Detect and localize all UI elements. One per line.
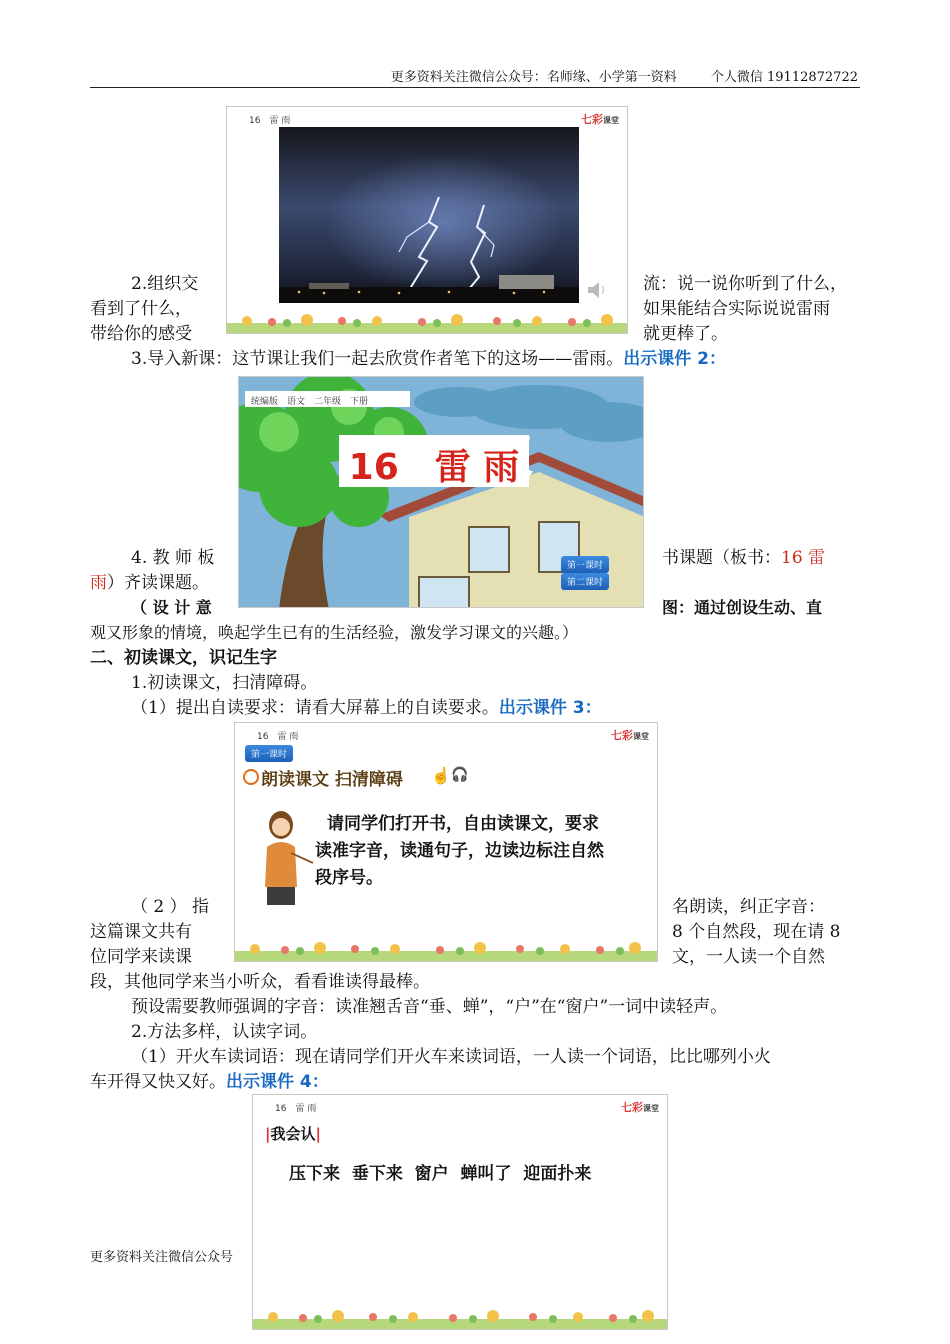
step-2-left: （ 2 ） 指 [131,897,210,917]
design-intent-cont: 观又形象的情境，唤起学生已有的生活经验，激发学习课文的兴趣。） [90,623,579,642]
para-2-right: 流：说一说你听到了什么， [643,274,847,294]
headphone-icon: 🎧 [451,767,469,783]
para-2-left: 2.组织交 [131,274,199,294]
speaker-icon[interactable] [585,279,607,301]
reading-heading: 朗读课文 扫清障碍 [261,770,403,790]
para-4-right: 书课题（板书：16 雷 [662,548,826,568]
slide-lightning [226,106,628,334]
first-period-button[interactable]: 第一课时 [561,556,609,573]
courseware-4-tag: 出示课件 4： [226,1072,329,1092]
step-2c-right: 文，一人读一个自然 [672,947,825,967]
step-2b-right: 8 个自然段，现在请 8 [672,922,841,942]
para-3: 3.导入新课：这节课让我们一起去欣赏作者笔下的这场——雷雨。出示课件 2： [131,349,726,369]
page-footer: 更多资料关注微信公众号 [90,1250,234,1265]
para-2c-left: 带给你的感受 [90,324,192,344]
step-3b: 车开得又快又好。出示课件 4： [90,1072,329,1092]
qicai-logo: 七彩课堂 [621,1101,659,1114]
design-intent-right: 图：通过创设生动、直 [662,598,823,617]
pronunciation-note: 预设需要教师强调的字音：读准翘舌音“垂、蝉”，“户”在“窗户”一词中读轻声。 [131,997,728,1017]
step-2c-left: 位同学来读课 [90,947,192,967]
qicai-logo: 七彩课堂 [581,113,619,126]
second-period-button[interactable]: 第二课时 [561,573,609,590]
para-4-left: 4. 教 师 板 [131,548,215,568]
para-2c-right: 就更棒了。 [643,324,728,344]
slide-title-cover [238,376,644,608]
first-period-tab[interactable]: 第一课时 [245,745,293,762]
qicai-logo: 七彩课堂 [611,729,649,742]
step-1a: （1）提出自读要求：请看大屏幕上的自读要求。出示课件 3： [131,698,602,718]
step-3: 2.方法多样，认读字词。 [131,1022,318,1042]
step-2-right: 名朗读，纠正字音： [672,897,825,917]
teacher-illustration [257,807,317,907]
clock-icon [243,769,259,785]
slide-bar-title: 16 雷 雨 [257,732,299,742]
header-contact: 个人微信 19112872722 [710,70,858,85]
lesson-title: 16 雷 雨 [348,447,520,488]
flower-border [227,305,627,333]
slide-reading [234,722,658,962]
para-2b-right: 如果能结合实际说说雷雨 [643,299,830,319]
design-intent-left: （ 设 计 意 [131,598,212,617]
slide-words [252,1094,668,1330]
para-4b: 雨）齐读课题。 [90,573,209,593]
slide-bar-title: 16 雷 雨 [275,1104,317,1114]
step-2b-left: 这篇课文共有 [90,922,192,942]
lightning-photo [279,127,579,303]
courseware-2-tag: 出示课件 2： [623,349,726,369]
courseware-3-tag: 出示课件 3： [498,698,602,718]
slide-bar-title: 16 雷 雨 [249,116,291,126]
step-2d: 段，其他同学来当小听众，看看谁读得最棒。 [90,972,430,992]
para-2b-left: 看到了什么， [90,299,192,319]
flower-border [253,1301,668,1329]
edition-bar: 统编版 语文 二年级 下册 [245,391,410,407]
flower-border [235,933,658,961]
word-list: 压下来 垂下来 窗户 蝉叫了 迎面扑来 [289,1164,592,1184]
words-heading: |我会认| [265,1125,321,1143]
page-header [90,66,860,88]
step-3a: （1）开火车读词语：现在请同学们开火车来读词语，一人读一个词语，比比哪列小火 [131,1047,771,1067]
header-left-text: 更多资料关注微信公众号：名师缘、小学第一资料 [390,70,677,85]
hand-icon: ☝ [431,766,451,785]
section-2-heading: 二、初读课文，识记生字 [90,648,277,668]
reading-body: 请同学们打开书，自由读课文，要求 读准字音，读通句子，边读边标注自然 段序号。 [315,814,604,888]
step-1: 1.初读课文，扫清障碍。 [131,673,318,693]
